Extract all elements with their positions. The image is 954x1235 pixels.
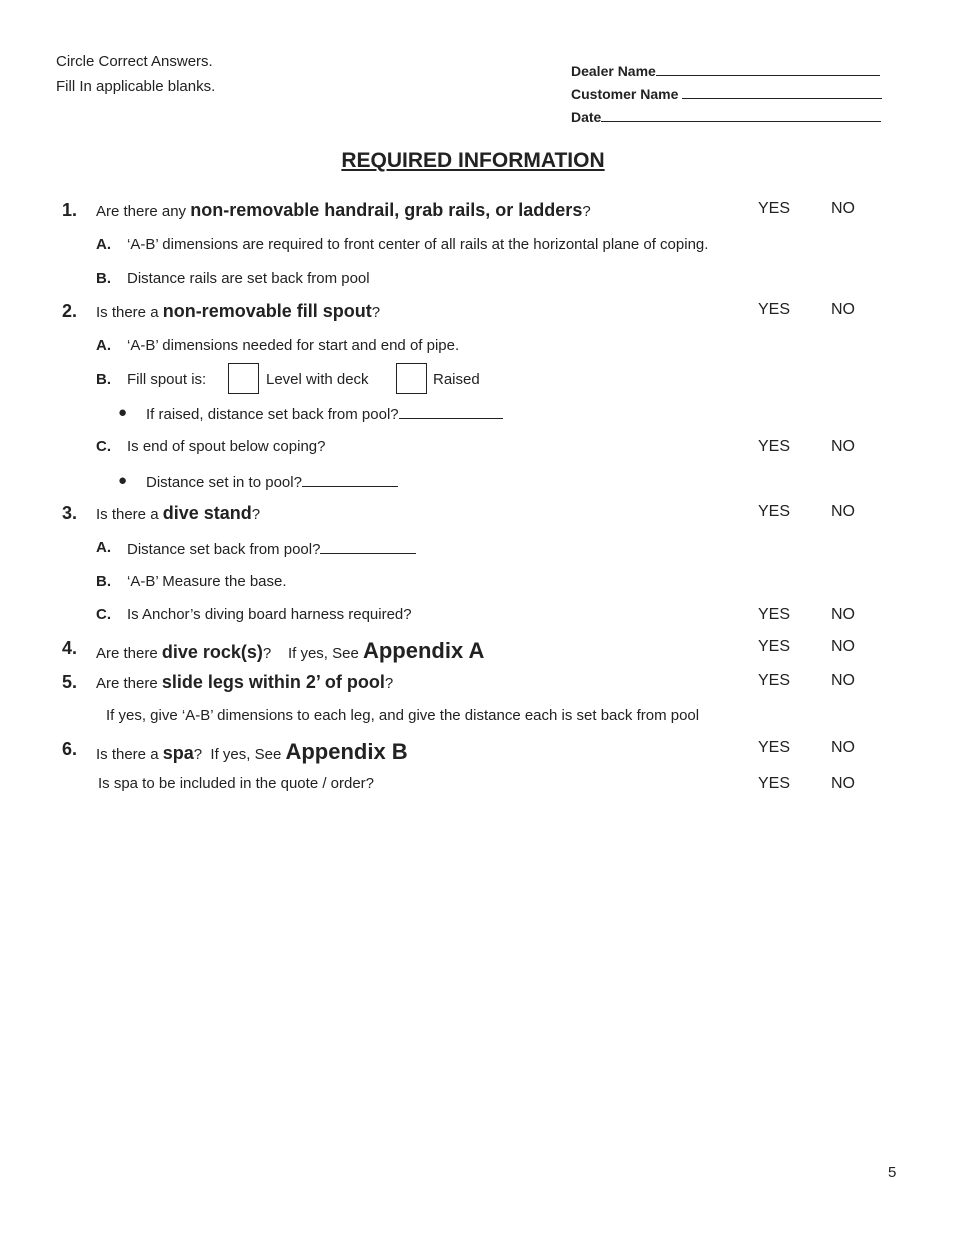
dealer-name-field[interactable]: [571, 61, 880, 79]
sub-letter: C.: [96, 606, 111, 623]
spa-quote-question: Is spa to be included in the quote / order?: [98, 775, 375, 792]
raised-checkbox[interactable]: [396, 363, 427, 394]
sub-letter: A.: [96, 236, 111, 253]
level-with-deck-checkbox[interactable]: [228, 363, 259, 394]
yes-option[interactable]: YES: [758, 672, 791, 689]
yes-option[interactable]: YES: [758, 739, 791, 756]
question-6-followup: [0, 775, 954, 799]
question-2-b-bullet: [0, 404, 954, 428]
question-text: Is there a dive stand?: [96, 503, 261, 523]
question-3-c: [0, 606, 954, 630]
appendix-b-reference: Appendix B: [285, 739, 408, 764]
question-text: Are there any non-removable handrail, grab rails, or ladders?: [96, 200, 591, 220]
raised-distance-blank[interactable]: [399, 404, 503, 419]
sub-text: ‘A-B’ dimensions needed for start and end of pipe.: [127, 337, 460, 354]
dealer-name-line[interactable]: [656, 61, 880, 76]
no-option[interactable]: NO: [831, 438, 855, 455]
question-1-b: [0, 270, 954, 294]
no-option[interactable]: NO: [831, 503, 855, 520]
question-2-a: [0, 337, 954, 361]
question-4: [0, 638, 954, 662]
question-text: Are there slide legs within 2’ of pool?: [96, 672, 394, 692]
dive-stand-distance-blank[interactable]: [320, 539, 416, 554]
dealer-name-label: Dealer Name: [571, 63, 656, 79]
question-number: 1.: [62, 200, 78, 220]
customer-name-field[interactable]: [571, 84, 882, 102]
customer-name-line[interactable]: [682, 84, 882, 99]
yes-option[interactable]: YES: [758, 438, 791, 455]
appendix-a-reference: Appendix A: [362, 638, 485, 663]
yes-option[interactable]: YES: [758, 503, 791, 520]
page-title: REQUIRED INFORMATION: [341, 149, 605, 172]
yes-option[interactable]: YES: [758, 606, 791, 623]
instruction-fill: Fill In applicable blanks.: [56, 78, 216, 95]
sub-letter: B.: [96, 270, 111, 287]
question-3-b: [0, 573, 954, 597]
date-field[interactable]: [571, 107, 881, 125]
question-6: [0, 739, 954, 763]
sub-text: Fill spout is:: [127, 371, 207, 388]
question-5: [0, 672, 954, 696]
no-option[interactable]: NO: [831, 200, 855, 217]
bullet-text: If raised, distance set back from pool?: [146, 404, 503, 423]
no-option[interactable]: NO: [831, 301, 855, 318]
level-with-deck-label: Level with deck: [266, 371, 369, 388]
spout-distance-blank[interactable]: [302, 472, 398, 487]
slide-legs-note: If yes, give ‘A-B’ dimensions to each leg, and give the distance each is set back from pool: [106, 707, 700, 724]
sub-text: ‘A-B’ Measure the base.: [127, 573, 287, 590]
question-text: Are there dive rock(s)? If yes, See Appendix A: [96, 638, 485, 663]
yes-option[interactable]: YES: [758, 775, 791, 792]
sub-text: Is Anchor’s diving board harness required?: [127, 606, 412, 623]
bullet-text: Distance set in to pool?: [146, 472, 398, 491]
customer-name-label: Customer Name: [571, 86, 679, 102]
sub-text: Distance set back from pool?: [127, 539, 416, 558]
question-3-a: [0, 539, 954, 563]
no-option[interactable]: NO: [831, 606, 855, 623]
yes-option[interactable]: YES: [758, 638, 791, 655]
question-text: Is there a non-removable fill spout?: [96, 301, 381, 321]
question-1-a: [0, 236, 954, 260]
date-label: Date: [571, 109, 602, 125]
yes-option[interactable]: YES: [758, 301, 791, 318]
question-number: 5.: [62, 672, 78, 692]
question-3: [0, 503, 954, 527]
no-option[interactable]: NO: [831, 739, 855, 756]
sub-text: ‘A-B’ dimensions are required to front center of all rails at the horizontal plane of coping.: [127, 236, 709, 253]
question-number: 3.: [62, 503, 78, 523]
no-option[interactable]: NO: [831, 775, 855, 792]
no-option[interactable]: NO: [831, 638, 855, 655]
question-number: 6.: [62, 739, 78, 759]
raised-label: Raised: [433, 371, 480, 388]
question-2: [0, 301, 954, 325]
sub-letter: B.: [96, 573, 111, 590]
yes-option[interactable]: YES: [758, 200, 791, 217]
sub-text: Is end of spout below coping?: [127, 438, 326, 455]
question-5-note: [0, 707, 954, 731]
bullet-icon: ●: [118, 404, 128, 421]
bullet-icon: ●: [118, 472, 128, 489]
sub-letter: C.: [96, 438, 111, 455]
question-number: 2.: [62, 301, 78, 321]
sub-letter: A.: [96, 337, 111, 354]
question-text: Is there a spa? If yes, See Appendix B: [96, 739, 408, 764]
question-2-c-bullet: [0, 472, 954, 496]
question-2-c: [0, 438, 954, 462]
sub-text: Distance rails are set back from pool: [127, 270, 370, 287]
question-number: 4.: [62, 638, 78, 658]
sub-letter: A.: [96, 539, 111, 556]
date-line[interactable]: [601, 107, 881, 122]
question-1: [0, 200, 954, 224]
instruction-circle: Circle Correct Answers.: [56, 53, 213, 70]
no-option[interactable]: NO: [831, 672, 855, 689]
sub-letter: B.: [96, 371, 111, 388]
page-number: 5: [888, 1164, 897, 1181]
question-2-b: [0, 371, 954, 395]
